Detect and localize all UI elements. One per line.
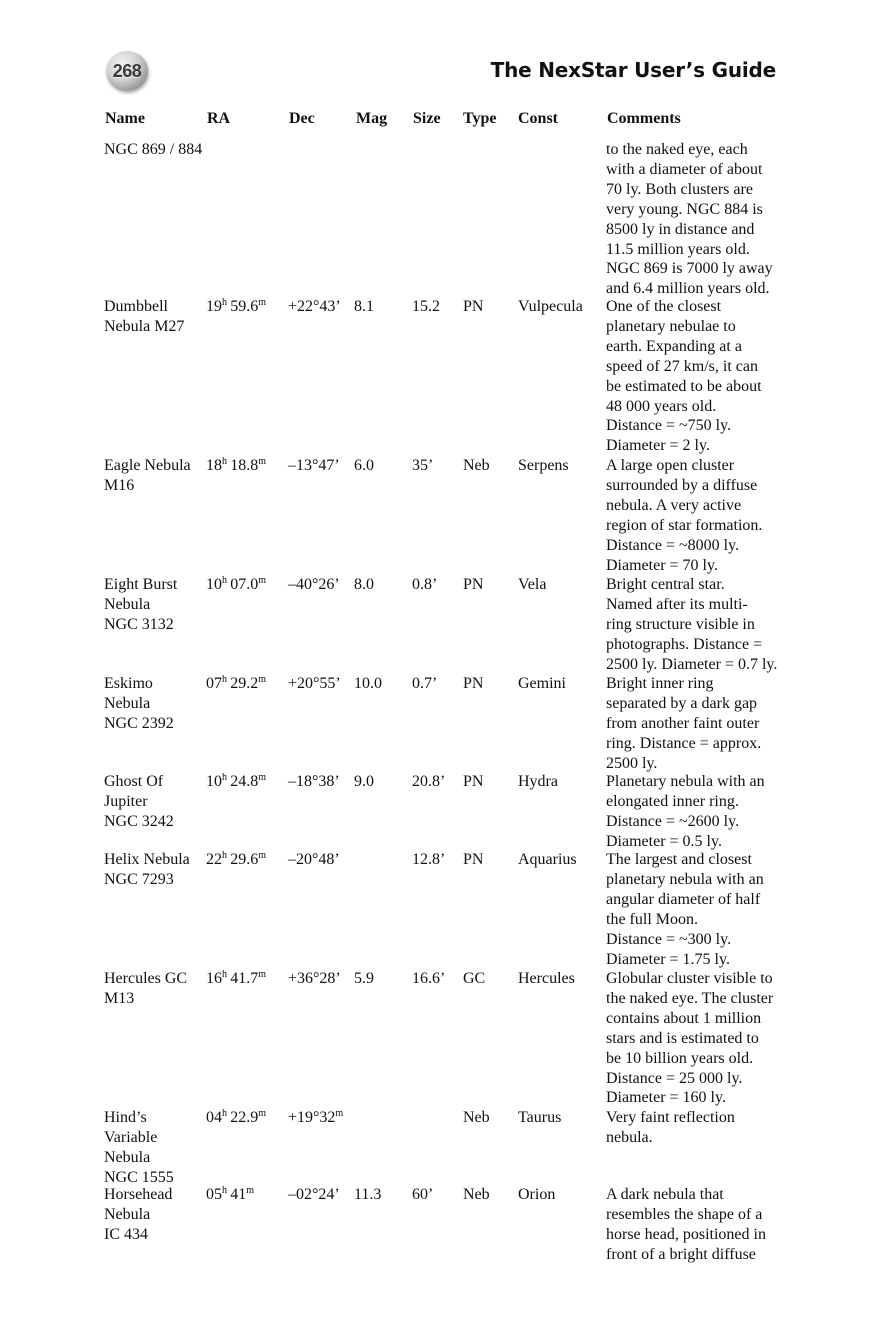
comment-line: A large open cluster [606,457,735,474]
magnitude: 8.1 [354,298,374,315]
object-name-line: IC 434 [104,1225,148,1243]
ra-hours: 07 [206,675,222,692]
object-size: 60’ [412,1186,434,1203]
ra-hours: 10 [206,576,222,593]
ra-minutes: 22.9 [230,1109,259,1126]
comment-line: 48 000 years old. [606,397,717,415]
right-ascension [206,772,266,792]
ra-minutes-unit: m [246,1185,254,1196]
dec-value: –13°47’ [288,457,340,474]
object-name-line: Eight Burst [104,576,178,593]
object-name [104,1108,174,1188]
object-name-line: Nebula [104,1205,151,1223]
magnitude: 10.0 [354,675,382,692]
comment-line: to the naked eye, each [606,141,748,158]
comment-line: Globular cluster visible to [606,970,773,987]
comment-line: A dark nebula that [606,1186,724,1203]
constellation: Gemini [518,675,566,692]
object-size: 16.6’ [412,970,446,987]
col-header-size: Size [413,110,441,127]
comment-line: with a diameter of about [606,160,763,178]
comment-line: and 6.4 million years old. [606,280,770,298]
constellation: Vulpecula [518,298,583,315]
dec-value: +20°55’ [288,675,341,692]
dec-value: –18°38’ [288,773,340,790]
object-name [104,969,187,1009]
right-ascension [206,850,266,870]
right-ascension [206,297,266,317]
object-name-line: Jupiter [104,792,148,810]
ra-minutes: 41 [230,1186,247,1203]
comment-line: Named after its multi- [606,595,748,613]
object-name-line: Hind’s [104,1109,147,1126]
object-type: Neb [463,1186,490,1203]
ra-minutes: 07.0 [230,576,259,593]
dec-value: +19°32 [288,1109,336,1126]
ra-minutes: 24.8 [230,773,259,790]
comment-line: The largest and closest [606,851,752,868]
ra-minutes: 59.6 [230,298,259,315]
declination [288,456,340,476]
ra-hours-unit: h [222,456,227,467]
col-header-dec: Dec [289,110,315,127]
object-name [104,297,184,337]
object-size: 35’ [412,457,434,474]
magnitude: 5.9 [354,970,374,987]
object-type: Neb [463,1109,490,1126]
declination [288,1185,340,1205]
object-name-line: M16 [104,476,135,494]
comments [606,772,765,852]
object-type: PN [463,773,484,790]
dec-value: +36°28’ [288,970,341,987]
magnitude: 11.3 [354,1186,382,1203]
comment-line: nebula. A very active [606,496,742,514]
object-name-line: Dumbbell [104,298,168,315]
declination [288,969,341,989]
ra-minutes-unit: m [258,575,266,586]
comment-line: Planetary nebula with an [606,773,765,790]
ra-minutes-unit: m [258,969,266,980]
object-size: 12.8’ [412,851,446,868]
comments [606,674,761,774]
right-ascension [206,1108,266,1128]
comment-line: Diameter = 160 ly. [606,1089,726,1107]
right-ascension [206,969,266,989]
comment-line: contains about 1 million [606,1009,762,1027]
magnitude: 8.0 [354,576,374,593]
right-ascension [206,1185,254,1205]
object-name-line: Nebula [104,595,151,613]
ra-hours: 10 [206,773,222,790]
object-name-line: Horsehead [104,1186,173,1203]
comment-line: stars and is estimated to [606,1029,759,1047]
comments [606,140,773,299]
object-name-line: Nebula [104,1148,151,1166]
comment-line: planetary nebula with an [606,870,764,888]
ra-minutes: 41.7 [230,970,259,987]
constellation: Taurus [518,1109,562,1126]
ra-minutes-unit: m [258,297,266,308]
ra-hours: 22 [206,851,222,868]
object-name-line: Eagle Nebula [104,457,191,474]
comment-line: 70 ly. Both clusters are [606,180,753,198]
dec-value: –20°48’ [288,851,340,868]
comment-line: speed of 27 km/s, it can [606,357,758,375]
object-name-line: NGC 2392 [104,714,174,732]
comment-line: Diameter = 70 ly. [606,556,718,574]
comment-line: ring. Distance = approx. [606,734,762,752]
dec-unit: m [335,1108,344,1119]
object-type: PN [463,675,484,692]
right-ascension [206,575,266,595]
comments [606,297,762,456]
object-name-line: M13 [104,989,135,1007]
comment-line: Distance = ~300 ly. [606,930,732,948]
ra-minutes-unit: m [258,456,266,467]
comment-line: Diameter = 1.75 ly. [606,950,730,968]
object-name [104,575,177,635]
page-number-badge [106,51,148,91]
comment-line: very young. NGC 884 is [606,200,763,218]
comment-line: front of a bright diffuse [606,1245,756,1263]
comment-line: be 10 billion years old. [606,1049,754,1067]
ra-hours-unit: h [222,575,227,586]
comment-line: resembles the shape of a [606,1205,763,1223]
ra-hours: 04 [206,1109,222,1126]
comment-line: 11.5 million years old. [606,240,750,258]
comment-line: horse head, positioned in [606,1225,766,1243]
comments [606,850,764,969]
comment-line: Distance = ~2600 ly. [606,812,740,830]
right-ascension [206,456,266,476]
comments [606,1185,766,1265]
ra-hours-unit: h [222,850,227,861]
ra-hours-unit: h [222,1185,227,1196]
object-name-line: NGC 1555 [104,1168,174,1186]
ra-minutes-unit: m [258,850,266,861]
object-name [104,850,190,890]
object-type: Neb [463,457,490,474]
comment-line: from another faint outer [606,714,760,732]
constellation: Hercules [518,970,575,987]
comment-line: Distance = ~750 ly. [606,417,732,435]
comment-line: earth. Expanding at a [606,337,742,355]
object-size: 20.8’ [412,773,446,790]
comment-line: Bright inner ring [606,675,714,692]
col-header-ra: RA [207,110,231,127]
comment-line: be estimated to be about [606,377,762,395]
object-name [104,674,174,734]
ra-hours-unit: h [222,772,227,783]
object-name-line: Nebula [104,694,151,712]
declination [288,850,340,870]
declination [288,1108,343,1128]
object-name-line: Hercules GC [104,970,188,987]
ra-minutes: 29.6 [230,851,259,868]
col-header-name: Name [105,110,145,127]
col-header-comments: Comments [607,110,681,127]
declination [288,674,341,694]
comment-line: Diameter = 2 ly. [606,437,710,455]
ra-hours-unit: h [222,1108,227,1119]
comment-line: Very faint reflection [606,1109,735,1126]
object-name-line: Variable [104,1128,158,1146]
object-size: 0.8’ [412,576,438,593]
dec-value: –02°24’ [288,1186,340,1203]
object-name [104,1185,172,1245]
object-name-line: Eskimo [104,675,153,692]
object-name-line: NGC 7293 [104,870,174,888]
ra-minutes: 29.2 [230,675,259,692]
ra-minutes: 18.8 [230,457,259,474]
col-header-type: Type [463,110,497,127]
dec-value: –40°26’ [288,576,340,593]
col-header-mag: Mag [356,110,388,127]
comment-line: 2500 ly. Diameter = 0.7 ly. [606,655,778,673]
ra-minutes-unit: m [258,772,266,783]
object-name-line: NGC 3132 [104,615,174,633]
object-name-line: NGC 3242 [104,812,174,830]
comment-line: 2500 ly. [606,754,658,772]
declination [288,772,340,792]
ra-hours: 18 [206,457,222,474]
object-size: 15.2 [412,298,440,315]
page-number: 268 [112,60,142,81]
comment-line: the full Moon. [606,910,698,928]
object-type: GC [463,970,486,987]
object-name [104,140,202,160]
comment-line: surrounded by a diffuse [606,476,758,494]
comments [606,1108,735,1148]
comment-line: 8500 ly in distance and [606,220,755,238]
comment-line: photographs. Distance = [606,635,763,653]
object-name [104,456,191,496]
constellation: Vela [518,576,547,593]
comment-line: Distance = 25 000 ly. [606,1069,743,1087]
comment-line: separated by a dark gap [606,694,758,712]
object-size: 0.7’ [412,675,438,692]
object-name-line: Helix Nebula [104,851,190,868]
ra-minutes-unit: m [258,674,266,685]
ra-hours: 16 [206,970,222,987]
ra-hours-unit: h [222,674,227,685]
running-head: The NexStar User’s Guide [490,58,776,82]
declination [288,297,341,317]
comment-line: ring structure visible in [606,615,755,633]
object-name-line: NGC 869 / 884 [104,141,203,158]
object-name-line: Nebula M27 [104,317,185,335]
ra-minutes-unit: m [258,1108,266,1119]
object-name-line: Ghost Of [104,773,164,790]
comment-line: NGC 869 is 7000 ly away [606,260,773,278]
ra-hours: 19 [206,298,222,315]
comments [606,969,773,1108]
constellation: Orion [518,1186,556,1203]
ra-hours: 05 [206,1186,222,1203]
comment-line: angular diameter of half [606,890,761,908]
comment-line: region of star formation. [606,516,763,534]
constellation: Hydra [518,773,558,790]
comment-line: elongated inner ring. [606,792,739,810]
comment-line: planetary nebulae to [606,317,736,335]
comment-line: nebula. [606,1128,653,1146]
comment-line: One of the closest [606,298,722,315]
magnitude: 9.0 [354,773,374,790]
comment-line: Bright central star. [606,576,725,593]
dec-value: +22°43’ [288,298,341,315]
ra-hours-unit: h [222,297,227,308]
comments [606,456,762,575]
declination [288,575,340,595]
object-type: PN [463,576,484,593]
comment-line: Distance = ~8000 ly. [606,536,740,554]
object-name [104,772,174,832]
right-ascension [206,674,266,694]
col-header-const: Const [518,110,559,127]
comment-line: Diameter = 0.5 ly. [606,832,722,850]
object-type: PN [463,298,484,315]
object-type: PN [463,851,484,868]
constellation: Aquarius [518,851,577,868]
comments [606,575,777,675]
constellation: Serpens [518,457,569,474]
magnitude: 6.0 [354,457,374,474]
comment-line: the naked eye. The cluster [606,989,774,1007]
ra-hours-unit: h [222,969,227,980]
